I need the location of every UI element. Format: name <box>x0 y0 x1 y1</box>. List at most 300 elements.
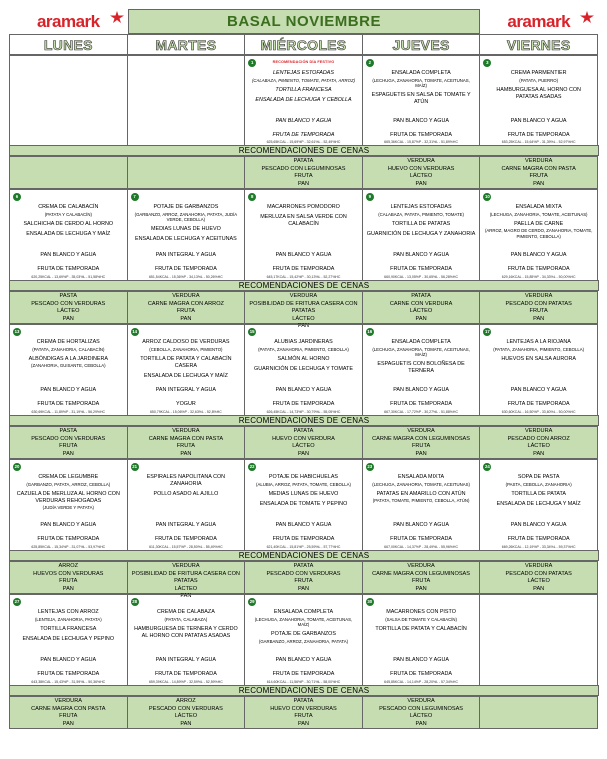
dinner-cell <box>244 561 363 594</box>
day-number-badge: 29 <box>249 599 255 604</box>
dinner-item: PAN <box>297 323 310 330</box>
day-number-badge: 16 <box>367 329 373 334</box>
dish-ingredients: (LECHUGA, ZANAHORIA, TOMATE, ACEITUNAS) <box>372 481 470 487</box>
dinner-item: LÁCTEO <box>527 578 550 585</box>
dinner-cell <box>479 696 598 729</box>
side-item: PAN BLANCO Y AGUA <box>40 252 97 258</box>
dish-name: ENSALADA DE LECHUGA Y ACEITUNAS <box>135 236 237 243</box>
weekday-label: MIÉRCOLES <box>260 36 347 53</box>
dinner-item: FRUTA <box>176 308 195 315</box>
nutrition-info: 645,85KCAL - 14,14%P - 28,20%L - 57,34%HC <box>384 679 458 684</box>
side-item: FRUTA DE TEMPORADA <box>390 400 452 407</box>
dinner-item: VERDURA <box>524 158 553 164</box>
nutrition-info: 653,25KCAL - 15,64%P - 31,39%L - 52,97%HC <box>501 139 576 144</box>
day-number-badge: 9 <box>366 193 374 201</box>
dinner-item: HUEVO CON VERDURAS <box>387 165 455 172</box>
day-number-badge: 8 <box>248 193 256 201</box>
dish-name: MERLUZA EN SALSA VERDE CON CALABACÍN <box>260 214 347 227</box>
dinner-item: VERDURA <box>407 158 435 164</box>
dinner-item: PAN <box>533 450 545 457</box>
dinner-item: HUEVO CON VERDURA <box>272 435 335 442</box>
dish-name: PAELLA DE CARNE <box>514 220 564 227</box>
side-item: FRUTA DE TEMPORADA <box>507 131 570 138</box>
dinner-cell <box>127 291 246 324</box>
dish-name: ESPAGUETIS EN SALSA DE TOMATE Y ATÚN <box>371 92 471 106</box>
dish-name: HUEVOS EN SALSA AURORA <box>501 355 576 362</box>
empty-day-cell <box>479 594 598 686</box>
side-item: PAN BLANCO Y AGUA <box>275 522 332 528</box>
dinner-recommendation-header-row <box>9 685 598 696</box>
dish-name: PATATAS EN AMARILLO CON ATÚN <box>376 490 466 497</box>
day-number-badge: 27 <box>14 599 20 604</box>
dinner-recommendation-header-row <box>9 415 598 426</box>
day-cell <box>479 55 598 146</box>
dinner-item: PAN <box>415 585 427 592</box>
dinner-item: POSIBILIDAD DE FRITURA CASERA CON PATATAS <box>131 570 240 585</box>
side-item: PAN BLANCO Y AGUA <box>510 118 567 124</box>
day-cell <box>127 594 246 686</box>
dinner-cell <box>127 696 246 729</box>
dinner-cell <box>9 426 128 459</box>
dish-name: GUARNICIÓN DE LECHUGA Y TOMATE <box>254 365 353 372</box>
dish-name: CREMA DE CALABAZA <box>156 609 215 615</box>
dinner-item: FRUTA <box>59 713 78 720</box>
dish-name: POTAJE DE GARBANZOS <box>271 631 336 638</box>
side-item: PAN INTEGRAL Y AGUA <box>155 657 217 663</box>
dish-ingredients: (GARBANZO, ARROZ, ZANAHORIA, PATATA, JUDÍA VERDE, CEBOLLA) <box>134 211 238 222</box>
dinner-recommendation-header: RECOMENDACIONES DE CENAS <box>9 280 599 291</box>
side-item: PAN BLANCO Y AGUA <box>40 387 97 393</box>
weeks-container <box>9 55 598 729</box>
dish-name: POTAJE DE GARBANZOS <box>153 204 219 210</box>
dish-list <box>367 609 476 636</box>
dish-name: GUARNICIÓN DE LECHUGA Y ZANAHORIA <box>366 230 476 237</box>
dinner-item: PAN <box>297 585 310 592</box>
dinner-cell <box>9 561 128 594</box>
dinner-item: PAN <box>62 315 74 322</box>
weekday-header <box>127 34 246 55</box>
dinner-recommendation-header-row <box>9 550 598 561</box>
day-number-badge: 21 <box>132 464 137 469</box>
dinner-item: LÁCTEO <box>409 173 433 180</box>
weekday-header-row <box>9 34 598 55</box>
dish-list <box>132 609 241 643</box>
nutrition-info: 630,60KCAL - 16,50%P - 33,60%L - 50,00%HC <box>501 409 576 414</box>
day-number-badge: 10 <box>484 194 490 199</box>
star-logo-icon <box>110 11 124 23</box>
dinner-item: PAN <box>62 450 74 457</box>
dinner-row <box>9 696 598 729</box>
side-item: PAN BLANCO Y AGUA <box>510 522 567 528</box>
dinner-item: LÁCTEO <box>57 308 80 315</box>
nutrition-info: 626,45KCAL - 14,73%P - 30,79%L - 55,05%HC <box>266 409 341 414</box>
dinner-cell <box>127 426 246 459</box>
nutrition-info: 614,60KCAL - 11,56%P - 30,71%L - 58,00%HC <box>266 679 341 684</box>
dinner-item: PESCADO CON PATATAS <box>505 570 572 577</box>
day-cell <box>362 594 481 686</box>
dish-name: ENSALADA COMPLETA <box>391 70 451 76</box>
side-item: PAN BLANCO Y AGUA <box>275 387 332 393</box>
side-item: FRUTA DE TEMPORADA <box>37 670 100 677</box>
dish-name: CREMA DE HORTALIZAS <box>36 339 100 345</box>
nutrition-info: 630,69KCAL - 11,89%P - 31,19%L - 56,29%HC <box>31 409 106 414</box>
side-item: FRUTA DE TEMPORADA <box>507 535 570 542</box>
empty-day-cell <box>127 55 246 146</box>
day-cell <box>9 324 128 416</box>
dinner-item: CARNE MAGRA CON PASTA <box>501 165 576 172</box>
page-title: BASAL NOVIEMBRE <box>227 13 381 30</box>
side-item: FRUTA DE TEMPORADA <box>507 265 570 272</box>
dish-name: ENSALADA COMPLETA <box>391 339 451 345</box>
day-cell <box>244 594 363 686</box>
dish-list <box>249 339 358 376</box>
dinner-item: PESCADO CON VERDURAS <box>31 435 106 442</box>
star-logo-icon <box>580 11 594 23</box>
dish-name: TORTILLA DE PATATA Y CALABACÍN <box>375 625 467 632</box>
dish-name: MEDIAS LUNAS DE HUEVO <box>150 226 221 233</box>
side-item: FRUTA DE TEMPORADA <box>390 535 452 542</box>
dinner-cell <box>479 426 598 459</box>
side-item: FRUTA DE TEMPORADA <box>37 535 100 542</box>
dish-ingredients: (PATATA, ZANAHORIA, PIMIENTO, CEBOLLA) <box>258 346 349 352</box>
dinner-item: FRUTA <box>529 308 548 315</box>
dish-ingredients: (LECHUGA, ZANAHORIA, TOMATE, ACEITUNAS) <box>489 211 588 217</box>
dinner-recommendation-header-row <box>9 280 598 291</box>
dinner-item: VERDURA <box>524 293 553 299</box>
dish-list <box>14 204 123 241</box>
dinner-item: HUEVOS CON VERDURAS <box>33 570 104 577</box>
dish-list <box>132 474 241 501</box>
dinner-item: POSIBILIDAD DE FRITURA CASERA CON PATATAS <box>249 300 358 315</box>
dinner-item: VERDURA <box>54 698 82 704</box>
dinner-item: PAN <box>415 450 427 457</box>
side-item: FRUTA DE TEMPORADA <box>154 265 217 272</box>
dinner-item: VERDURA <box>289 293 318 299</box>
dinner-item: PAN <box>415 180 427 187</box>
dish-list <box>484 70 593 104</box>
dinner-item: PESCADO CON VERDURAS <box>266 570 341 577</box>
dinner-cell <box>9 156 128 189</box>
side-item: PAN BLANCO Y AGUA <box>275 657 332 663</box>
day-cell <box>362 189 481 281</box>
dish-ingredients: (LENTEJA, ZANAHORIA, PATATA) <box>34 616 102 622</box>
dinner-item: VERDURA <box>172 293 200 299</box>
dish-name: CAZUELA DE MERLUZA AL HORNO CON VERDURAS REHOGADAS <box>16 490 120 504</box>
side-item: FRUTA DE TEMPORADA <box>272 400 335 407</box>
dinner-item: CARNE MAGRA CON ARROZ <box>147 300 224 307</box>
side-item: PAN BLANCO Y AGUA <box>393 657 449 663</box>
dinner-item: PESCADO CON ARROZ <box>507 435 570 442</box>
dish-name: TORTILLA DE PATATAS <box>391 220 451 227</box>
dish-ingredients: (LECHUGA, ZANAHORIA, TOMATE, ACEITUNAS, MAÍZ) <box>372 346 470 357</box>
dinner-cell <box>479 291 598 324</box>
dinner-item: VERDURA <box>407 563 435 569</box>
dish-ingredients: (PATATA, ZANAHORIA, CALABACÍN) <box>32 346 105 352</box>
weekday-header <box>244 34 363 55</box>
day-cell <box>362 55 481 146</box>
dinner-item: FRUTA <box>59 578 78 585</box>
side-item: FRUTA DE TEMPORADA <box>390 670 452 677</box>
dish-list <box>249 609 358 648</box>
nutrition-info: 669,26KCAL - 12,19%P - 33,34%L - 59,37%HC <box>501 544 576 549</box>
dish-name: ENSALADA DE LECHUGA Y PEPINO <box>22 635 115 642</box>
dinner-cell <box>9 696 128 729</box>
side-item: PAN BLANCO Y AGUA <box>275 118 332 124</box>
dish-ingredients: (PATATA, TOMATE, PIMIENTO, CEBOLLA, ATÚN) <box>372 498 470 504</box>
day-cell <box>244 55 363 146</box>
dinner-item: PAN <box>180 315 192 322</box>
day-cell <box>479 459 598 551</box>
dinner-item: PAN <box>180 450 192 457</box>
dish-ingredients: (CEBOLLA, ZANAHORIA, PIMIENTO) <box>149 346 223 352</box>
side-item: PAN BLANCO Y AGUA <box>510 387 567 393</box>
day-cell <box>479 189 598 281</box>
nutrition-info: 620,25KCAL - 13,69%P - 35,03%L - 51,58%HC <box>31 274 106 279</box>
day-number-badge: 17 <box>484 329 490 334</box>
dinner-recommendation-header: RECOMENDACIONES DE CENAS <box>9 550 599 561</box>
dinner-item: VERDURA <box>172 563 200 569</box>
dinner-item: PATATA <box>293 698 314 704</box>
dish-list <box>249 204 358 231</box>
dinner-item: FRUTA <box>529 173 548 180</box>
dinner-item: CARNE MAGRA CON PASTA <box>31 705 106 712</box>
dinner-item: PAN <box>415 315 427 322</box>
header <box>9 9 598 34</box>
side-item: FRUTA DE TEMPORADA <box>272 670 335 677</box>
dish-name: ENSALADA DE LECHUGA Y MAÍZ <box>143 372 228 379</box>
dish-ingredients: (JUDÍA VERDE Y PATATA) <box>42 505 94 511</box>
dinner-item: VERDURA <box>407 428 435 434</box>
dish-name: ENSALADA COMPLETA <box>273 609 334 615</box>
dish-list <box>14 339 123 373</box>
dish-ingredients: (PATATA Y CALABACÍN) <box>44 211 92 217</box>
nutrition-info: 625,85KCAL - 15,34%P - 31,07%L - 53,97%HC <box>31 544 106 549</box>
dinner-item: PAN <box>180 720 192 727</box>
dish-name: ESPAGUETIS CON BOLOÑESA DE TERNERA <box>377 361 465 375</box>
day-cell <box>244 459 363 551</box>
dish-ingredients: (ALUBIA, ARROZ, PATATA, TOMATE, CEBOLLA) <box>256 481 351 487</box>
dinner-item: LÁCTEO <box>409 713 433 720</box>
dish-name: CREMA DE CALABACÍN <box>38 204 99 210</box>
dinner-item: VERDURA <box>172 428 200 434</box>
dinner-row <box>9 291 598 330</box>
side-item: PAN BLANCO Y AGUA <box>510 252 567 258</box>
dinner-item: FRUTA <box>294 713 313 720</box>
dinner-cell <box>244 156 363 189</box>
dinner-recommendation-header: RECOMENDACIONES DE CENAS <box>9 685 599 696</box>
day-cell <box>127 324 246 416</box>
weekday-header <box>479 34 598 55</box>
dinner-cell <box>127 156 246 189</box>
day-number-badge: 30 <box>367 599 373 604</box>
dish-name: CREMA DE LEGUMBRE <box>38 474 99 480</box>
dish-list <box>14 609 123 646</box>
side-item: FRUTA DE TEMPORADA <box>390 131 452 138</box>
side-item: PAN BLANCO Y AGUA <box>40 522 97 528</box>
dinner-item: PAN <box>297 180 310 187</box>
side-item: FRUTA DE TEMPORADA <box>154 535 217 542</box>
day-cell <box>479 324 598 416</box>
day-number-badge: 24 <box>484 464 490 469</box>
dish-name: CREMA PARMENTIER <box>510 70 567 76</box>
day-cell <box>127 459 246 551</box>
dinner-item: PAN <box>415 720 427 727</box>
dinner-cell <box>127 561 246 600</box>
dish-list <box>367 70 476 109</box>
day-number-badge: 14 <box>132 329 137 334</box>
dinner-cell <box>479 156 598 189</box>
dinner-item: PAN <box>533 585 545 592</box>
side-item: FRUTA DE TEMPORADA <box>390 265 452 272</box>
dish-name: ENSALADA DE LECHUGA Y CEBOLLA <box>255 96 352 103</box>
day-cell <box>244 189 363 281</box>
dish-name: ALBÓNDIGAS A LA JARDINERA <box>28 355 108 362</box>
side-item: FRUTA DE TEMPORADA <box>272 131 335 138</box>
dish-list <box>249 474 358 511</box>
dish-list <box>132 339 241 383</box>
dish-list <box>367 474 476 508</box>
dinner-item: PESCADO CON VERDURAS <box>148 705 223 712</box>
dinner-cell <box>479 561 598 594</box>
dinner-item: PAN <box>297 450 310 457</box>
dinner-row <box>9 156 598 189</box>
dinner-item: ARROZ <box>58 563 79 569</box>
dish-name: SALMÓN AL HORNO <box>277 355 330 362</box>
side-item: PAN BLANCO Y AGUA <box>393 387 449 393</box>
side-item: YOGUR <box>176 400 196 407</box>
dinner-row <box>9 426 598 459</box>
dish-ingredients: (PATATA, CALABAZA) <box>164 616 208 622</box>
side-item: PAN BLANCO Y AGUA <box>393 118 449 124</box>
weekday-header <box>362 34 481 55</box>
dish-name: POTAJE DE HABICHUELAS <box>268 474 339 480</box>
dinner-item: PAN <box>533 315 545 322</box>
dish-ingredients: (LECHUGA, ZANAHORIA, TOMATE, ACEITUNAS, MAÍZ) <box>372 77 470 88</box>
dinner-cell <box>244 291 363 330</box>
dinner-item: FRUTA <box>411 578 431 585</box>
side-item: PAN BLANCO Y AGUA <box>275 252 332 258</box>
dinner-item: CARNE MAGRA CON LEGUMINOSAS <box>372 570 471 577</box>
dinner-item: PASTA <box>59 428 78 434</box>
dish-name: ENSALADA MIXTA <box>515 204 562 210</box>
dinner-item: PAN <box>533 180 545 187</box>
dinner-item: ARROZ <box>176 698 196 704</box>
dish-name: ENSALADA DE LECHUGA Y MAÍZ <box>26 230 111 237</box>
nutrition-info: 659,39KCAL - 14,89%P - 32,59%L - 52,59%HC <box>148 679 223 684</box>
dinner-item: PESCADO CON PATATAS <box>505 300 572 307</box>
dish-ingredients: (PATATA, ZANAHORIA, PIMIENTO, CEBOLLA) <box>493 346 585 352</box>
day-number-badge: 20 <box>14 464 20 469</box>
dish-list <box>132 204 241 246</box>
dish-list <box>367 339 476 378</box>
dinner-item: FRUTA <box>411 443 431 450</box>
dinner-cell <box>9 291 128 324</box>
day-cell <box>9 594 128 686</box>
side-item: FRUTA DE TEMPORADA <box>272 265 335 272</box>
dish-ingredients: (GARBANZO, PATATA, ARROZ, CEBOLLA) <box>26 481 111 487</box>
day-cell <box>362 324 481 416</box>
weekday-label: JUEVES <box>392 36 450 53</box>
dish-name: ESPIRALES NAPOLITANA CON ZANAHORIA <box>146 474 226 487</box>
nutrition-info: 621,40KCAL - 15,81%P - 25,59%L - 57,77%HC <box>266 544 341 549</box>
nutrition-info: 645,17KCAL - 15,42%P - 30,13%L - 52,27%HC <box>266 274 341 279</box>
day-cell <box>9 189 128 281</box>
dinner-cell <box>362 426 481 459</box>
day-number-badge: 15 <box>249 329 255 334</box>
day-number-badge: 13 <box>14 329 20 334</box>
nutrition-info: 650,79KCAL - 15,06%P - 32,63%L - 52,8%HC <box>149 409 222 414</box>
dish-name: LENTEJAS A LA RIOJANA <box>506 339 571 345</box>
dinner-item: PASTA <box>59 293 78 299</box>
nutrition-info: 629,16KCAL - 15,85%P - 34,33%L - 50,00%HC <box>501 274 576 279</box>
dish-name: TORTILLA DE PATATA <box>511 490 567 497</box>
nutrition-info: 667,30KCAL - 17,72%P - 30,27%L - 51,88%HC <box>384 409 458 414</box>
brand-wordmark: aramark <box>36 11 100 31</box>
week-row <box>9 594 598 685</box>
nutrition-info: 651,54KCAL - 15,36%P - 34,13%L - 50,26%HC <box>148 274 223 279</box>
dinner-cell <box>362 291 481 324</box>
dish-name: ARROZ CALDOSO DE VERDURAS <box>142 339 230 345</box>
week-row <box>9 324 598 415</box>
dish-ingredients: (ARROZ, MAGRO DE CERDO, ZANAHORIA, TOMATE, PIMIENTO, CEBOLLA) <box>484 228 593 239</box>
dish-name: LENTEJAS ESTOFADAS <box>390 204 452 210</box>
page-title-box <box>128 9 481 34</box>
nutrition-info: 665,36KCAL - 15,87%P - 32,31%L - 51,89%HC <box>384 139 458 144</box>
weekday-label: VIERNES <box>506 36 571 53</box>
dinner-item: PATATA <box>293 428 314 434</box>
dish-list <box>249 70 358 107</box>
brand-logo-right <box>479 9 598 34</box>
dish-ingredients: (SALSA DE TOMATE Y CALABACÍN) <box>385 616 457 622</box>
weekday-label: MARTES <box>155 36 217 53</box>
dinner-item: LÁCTEO <box>174 585 198 592</box>
day-cell <box>362 459 481 551</box>
dinner-item: CARNE MAGRA CON PASTA <box>148 435 224 442</box>
brand-wordmark: aramark <box>507 11 571 31</box>
side-item: FRUTA DE TEMPORADA <box>154 670 217 677</box>
day-number-badge: 3 <box>483 59 491 67</box>
dinner-item: VERDURA <box>524 428 553 434</box>
week-row <box>9 459 598 550</box>
dish-name: LENTEJAS ESTOFADAS <box>273 70 334 76</box>
dinner-cell <box>362 156 481 189</box>
dinner-item: LÁCTEO <box>292 315 315 322</box>
day-number-badge: 2 <box>366 59 374 67</box>
dinner-recommendation-header: RECOMENDACIONES DE CENAS <box>9 145 599 156</box>
dinner-item: PATATA <box>293 158 314 164</box>
side-item: FRUTA DE TEMPORADA <box>272 535 335 542</box>
dish-name: HAMBURGUESA AL HORNO CON PATATAS ASADAS <box>496 86 581 100</box>
dinner-item: LÁCTEO <box>409 308 433 315</box>
side-item: PAN INTEGRAL Y AGUA <box>155 387 217 393</box>
side-item: PAN BLANCO Y AGUA <box>393 252 449 258</box>
dinner-item: PAN <box>297 720 310 727</box>
dinner-item: LÁCTEO <box>292 443 315 450</box>
side-item: FRUTA DE TEMPORADA <box>37 265 100 272</box>
dish-name: TORTILLA DE PATATA Y CALABACÍN CASERA <box>140 355 232 369</box>
side-item: PAN BLANCO Y AGUA <box>40 657 97 663</box>
nutrition-info: 611,30KCAL - 15,57%P - 28,50%L - 55,49%HC <box>149 544 223 549</box>
dinner-cell <box>362 561 481 594</box>
side-item: PAN BLANCO Y AGUA <box>393 522 449 528</box>
dinner-item: CARNE CON VERDURA <box>389 300 453 307</box>
dish-name: SOPA DE PASTA <box>517 474 560 480</box>
dinner-item: FRUTA <box>176 443 195 450</box>
weekday-header <box>9 34 128 55</box>
dish-name: MEDIAS LUNAS DE HUEVO <box>268 490 339 497</box>
dish-name: SALCHICHA DE CERDO AL HORNO <box>23 220 114 227</box>
day-number-badge: 1 <box>248 59 256 67</box>
